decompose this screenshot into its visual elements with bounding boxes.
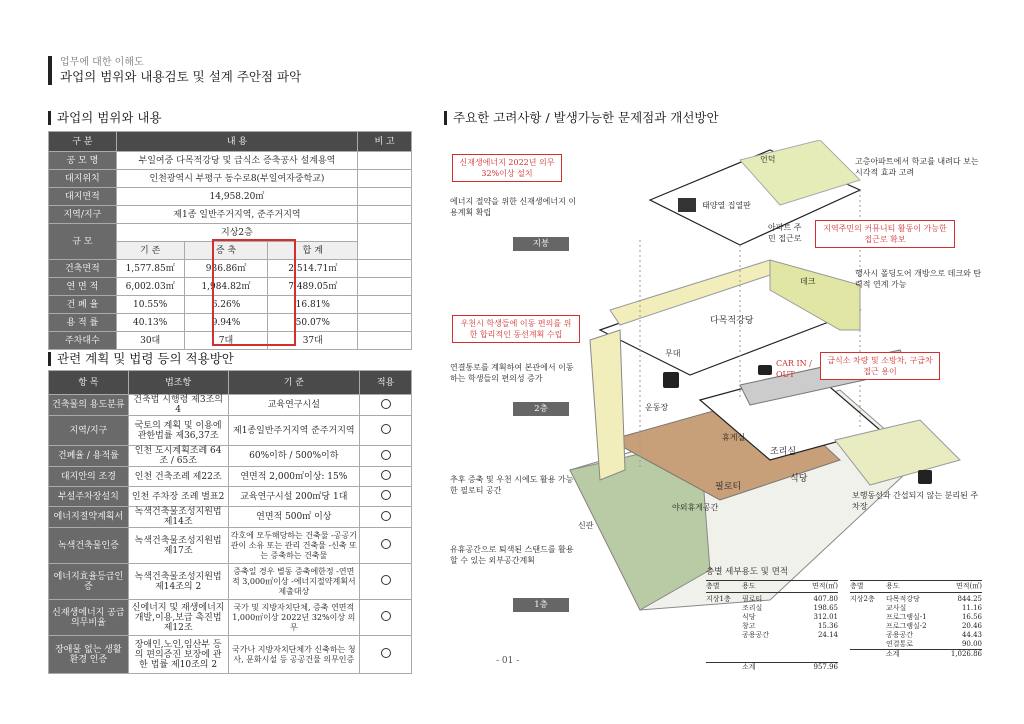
area-table-title: 층별 세부용도 및 면적	[706, 567, 789, 577]
floor-tag-roof: 지붕	[513, 237, 569, 251]
scope-table	[48, 131, 412, 350]
scope-table-header	[49, 132, 412, 152]
criteria-cell: 60%이하 / 500%이하	[228, 446, 360, 467]
header-cell: 내 용	[116, 132, 357, 152]
floor-tag-2f: 2층	[513, 402, 569, 416]
row-note	[358, 152, 412, 170]
criteria-cell: 국가나 지방자치단체가 신축하는 청사, 문화시설 등 공공건물 의무인증	[228, 636, 360, 674]
area-head: 용도	[742, 582, 756, 590]
header-cell: 비 고	[358, 132, 412, 152]
area-value: 16.56	[961, 613, 982, 621]
list-item	[706, 622, 838, 631]
area-floor: 지상1층	[706, 595, 731, 603]
table-row	[49, 446, 412, 467]
area-value: 90.00	[961, 640, 982, 648]
area-head: 면적(㎡)	[812, 582, 838, 590]
label-kitchen: 조리실	[770, 447, 797, 457]
cell: 10.55%	[116, 296, 184, 314]
car-icon	[758, 365, 772, 375]
section-title-plans: 관련 계획 및 법령 등의 적용방안	[48, 352, 234, 366]
list-item	[706, 631, 838, 640]
area-use: 프로그램실-1	[886, 613, 927, 621]
area-value: 11.16	[961, 604, 982, 612]
criteria-cell: 연면적 2,000㎡이상: 15%	[228, 467, 360, 487]
row-value: 14,958.20㎡	[116, 188, 357, 206]
callout-community: 지역주민의 커뮤니티 활동이 가능한 접근로 확보	[815, 220, 955, 248]
area-value: 844.25	[957, 595, 982, 603]
area-use: 다목적강당	[886, 595, 920, 603]
applied-cell	[360, 564, 412, 600]
row-label: 규 모	[49, 224, 117, 260]
list-item	[850, 649, 982, 659]
row-label: 지역/지구	[49, 206, 117, 224]
area-use: 교사실	[886, 604, 907, 612]
row-note	[358, 296, 412, 314]
row-label: 연 면 적	[49, 278, 117, 296]
area-head: 층별	[850, 582, 864, 590]
circle-icon	[381, 470, 391, 480]
row-value: 지상2층	[116, 224, 357, 242]
applied-cell	[360, 467, 412, 487]
criteria-cell: 연면적 500㎡ 이상	[228, 507, 360, 528]
row-label: 대지위치	[49, 170, 117, 188]
area-head: 층별	[706, 582, 720, 590]
connecting-corridor	[590, 330, 625, 480]
law-cell: 녹색건축물조성지원법 제14조	[128, 507, 228, 528]
label-court: 운동장	[645, 403, 669, 412]
table-row	[49, 170, 412, 188]
table-row	[49, 332, 412, 350]
area-floor: 지상2층	[850, 595, 875, 603]
table-row	[49, 507, 412, 528]
row-label: 에너지효율등급인증	[49, 564, 129, 600]
cell: 16.81%	[268, 296, 358, 314]
label-solar: 태양열 집열판	[702, 201, 751, 210]
callout-parking: 보행동선과 간섭되지 않는 분리된 주차장	[852, 491, 979, 511]
row-label: 지역/지구	[49, 416, 129, 446]
subheader-cell: 기 존	[116, 242, 184, 260]
label-gym: 다목적강당	[710, 316, 754, 326]
callout-pilotis: 추후 증축 및 우천 시에도 활용 가능한 필로티 공간	[450, 475, 574, 495]
list-item	[850, 595, 982, 604]
law-cell: 신에너지 및 재생에너지 개발,이용,보급 촉진법 제12조	[128, 600, 228, 636]
area-use: 공용공간	[742, 631, 770, 639]
row-value: 제1종 일반주거지역, 준주거지역	[116, 206, 357, 224]
area-use: 소계	[742, 663, 756, 671]
law-cell: 건축법 시행령 제3조의 4	[128, 395, 228, 416]
applied-cell	[360, 395, 412, 416]
row-label: 장애물 없는 생활환경 인증	[49, 636, 129, 674]
row-label: 에너지절약계획서	[49, 507, 129, 528]
applied-cell	[360, 528, 412, 564]
cell: 7대	[184, 332, 268, 350]
page-number: - 01 -	[496, 656, 520, 666]
table-row	[49, 314, 412, 332]
cell: 1,577.85㎡	[116, 260, 184, 278]
row-note	[358, 314, 412, 332]
callout-stand: 유휴공간으로 퇴색된 스탠드를 활용할 수 있는 외부공간계획	[450, 545, 574, 565]
row-note	[358, 332, 412, 350]
cell: 50.07%	[268, 314, 358, 332]
circle-icon	[381, 490, 391, 500]
table-row	[49, 416, 412, 446]
table-row	[49, 467, 412, 487]
callout-rain-route: 우천시 학생들에 이동 편의를 위한 합리적인 동선계획 수립	[452, 315, 580, 343]
row-label: 건 폐 율	[49, 296, 117, 314]
callout-view: 고층아파트에서 학교를 내려다 보는 시각적 효과 고려	[855, 157, 979, 177]
criteria-cell: 각호에 모두해당하는 건축물 -공공기관이 소유 또는 관리 건축물 -신축 또는 증축하는 건축물	[228, 528, 360, 564]
cell: 30대	[116, 332, 184, 350]
row-label: 주차대수	[49, 332, 117, 350]
criteria-cell: 증축일 경우 별동 증축에한정 -연면적 3,000㎡이상 -에너지절약계획서 제출대상	[228, 564, 360, 600]
label-car: CAR IN / OUT	[776, 359, 812, 379]
area-table-left	[706, 580, 838, 672]
list-item	[706, 595, 838, 604]
table-row	[49, 528, 412, 564]
applied-cell	[360, 446, 412, 467]
row-note	[358, 278, 412, 296]
area-head: 용도	[886, 582, 900, 590]
label-yard: 야외휴게공간	[672, 503, 719, 512]
area-head: 면적(㎡)	[956, 582, 982, 590]
header-cell: 구 분	[49, 132, 117, 152]
row-label: 건축물의 용도분류	[49, 395, 129, 416]
area-value: 957.96	[813, 663, 838, 671]
list-item	[850, 613, 982, 622]
regulation-table	[48, 370, 412, 674]
label-dining: 식당	[790, 474, 808, 484]
parking-icon	[918, 470, 932, 484]
area-value: 20.46	[961, 622, 982, 630]
list-item	[850, 604, 982, 613]
criteria-cell: 교육연구시설	[228, 395, 360, 416]
area-value: 312.01	[813, 613, 838, 621]
law-cell: 인천 주차장 조례 별표2	[128, 487, 228, 507]
label-connect: 아파트 주민 접근로	[768, 223, 802, 243]
label-annex: 신관	[578, 521, 594, 530]
criteria-cell: 제1종일반주거지역 준주거지역	[228, 416, 360, 446]
table-row	[49, 296, 412, 314]
cell: 9.94%	[184, 314, 268, 332]
applied-cell	[360, 636, 412, 674]
row-label: 건축면적	[49, 260, 117, 278]
area-use: 조리실	[742, 604, 763, 612]
row-label: 녹색건축물인증	[49, 528, 129, 564]
cell: 6,002.03㎡	[116, 278, 184, 296]
applied-cell	[360, 416, 412, 446]
table-row	[49, 636, 412, 674]
applied-cell	[360, 600, 412, 636]
area-use: 창고	[742, 622, 756, 630]
list-item	[706, 662, 838, 672]
law-cell: 인천 도시계획조례 64조 / 65조	[128, 446, 228, 467]
table-row	[49, 395, 412, 416]
area-value: 15.36	[817, 622, 838, 630]
header-subtitle: 업무에 대한 이해도	[60, 57, 144, 68]
area-value: 1,026.86	[950, 650, 982, 658]
circle-icon	[381, 575, 391, 585]
list-item	[850, 622, 982, 631]
criteria-cell: 교육연구시설 200㎡당 1대	[228, 487, 360, 507]
callout-energy: 에너지 절약을 위한 신재생에너지 이용계획 확립	[450, 197, 577, 217]
cell: 1,984.82㎡	[184, 278, 268, 296]
list-item	[706, 604, 838, 613]
row-label: 대지안의 조경	[49, 467, 129, 487]
cell: 7,489.05㎡	[268, 278, 358, 296]
table-row	[49, 206, 412, 224]
law-cell: 장애인,노인,임산부 등의 편의증진 보장에 관한 법률 제10조의 2	[128, 636, 228, 674]
header-cell: 항 목	[49, 371, 129, 395]
area-value: 198.65	[813, 604, 838, 612]
table-row	[49, 564, 412, 600]
area-value: 24.14	[817, 631, 838, 639]
subheader-cell: 합 계	[268, 242, 358, 260]
header-cell: 기 준	[228, 371, 360, 395]
callout-renewable: 신재생에너지 2022년 의무 32%이상 설치	[452, 154, 562, 182]
label-pilotis: 필로티	[715, 482, 742, 492]
area-use: 공용공간	[886, 631, 914, 639]
circle-icon	[381, 648, 391, 658]
header-cell: 적용	[360, 371, 412, 395]
area-table-right	[850, 580, 982, 672]
floor-tag-1f: 1층	[513, 598, 569, 612]
criteria-cell: 국가 및 지방자치단체, 증축 연면적 1,000㎡이상 2022년 32%이상 의무	[228, 600, 360, 636]
row-note	[358, 188, 412, 206]
circle-icon	[381, 424, 391, 434]
row-note	[358, 224, 412, 260]
circle-icon	[381, 511, 391, 521]
cell: 2,514.71㎡	[268, 260, 358, 278]
circle-icon	[381, 450, 391, 460]
table-row	[49, 188, 412, 206]
area-use: 식당	[742, 613, 756, 621]
row-label: 용 적 률	[49, 314, 117, 332]
row-label: 부설주차장설치	[49, 487, 129, 507]
row-label: 대지면적	[49, 188, 117, 206]
list-item	[850, 640, 982, 649]
cell: 936.86㎡	[184, 260, 268, 278]
applied-cell	[360, 487, 412, 507]
row-label: 공 모 명	[49, 152, 117, 170]
cell: 37대	[268, 332, 358, 350]
table-row	[49, 487, 412, 507]
callout-corridor: 연결통로를 계획하여 본관에서 이동하는 학생들의 편의성 증가	[450, 363, 574, 383]
header-title: 과업의 범위와 내용검토 및 설계 주안점 파악	[60, 69, 302, 84]
cell: 6.26%	[184, 296, 268, 314]
area-value: 407.80	[813, 595, 838, 603]
list-item	[850, 631, 982, 640]
table-row	[49, 260, 412, 278]
area-use: 필로티	[742, 595, 763, 603]
label-hill: 언덕	[760, 155, 776, 164]
row-label: 건폐율 / 용적률	[49, 446, 129, 467]
law-cell: 국토의 계획 및 이용에 관한법률 제36,37조	[128, 416, 228, 446]
circle-icon	[381, 399, 391, 409]
row-note	[358, 170, 412, 188]
row-value: 인천광역시 부평구 동수로8(부일여자중학교)	[116, 170, 357, 188]
label-deck: 데크	[800, 277, 816, 286]
law-cell: 녹색건축물조성지원법 제14조의 2	[128, 564, 228, 600]
table-row	[49, 152, 412, 170]
row-note	[358, 260, 412, 278]
callout-vehicle: 급식소 차량 및 소방차, 구급차 접근 용이	[820, 352, 940, 380]
list-item	[706, 613, 838, 622]
area-table	[706, 568, 982, 672]
area-use: 프로그램실-2	[886, 622, 927, 630]
table-row	[49, 278, 412, 296]
cell: 40.13%	[116, 314, 184, 332]
row-note	[358, 206, 412, 224]
table-row	[49, 224, 412, 242]
law-cell: 녹색건축물조성지원법 제17조	[128, 528, 228, 564]
solar-panel-icon	[678, 198, 696, 212]
callout-folding-door: 행사시 폴딩도어 개방으로 데크와 탄력적 연계 가능	[855, 269, 982, 289]
label-stage: 무대	[665, 349, 681, 358]
area-use: 연결통로	[886, 640, 914, 648]
row-value: 부일여중 다목적강당 및 급식소 증축공사 설계용역	[116, 152, 357, 170]
area-value: 44.43	[961, 631, 982, 639]
table-row	[49, 600, 412, 636]
area-use: 소계	[886, 650, 900, 658]
applied-cell	[360, 507, 412, 528]
circle-icon	[381, 539, 391, 549]
circle-icon	[381, 611, 391, 621]
subheader-cell: 증 축	[184, 242, 268, 260]
law-cell: 인천 건축조례 제22조	[128, 467, 228, 487]
label-lounge: 휴게실	[722, 433, 746, 442]
row-label: 신재생에너지 공급의무비율	[49, 600, 129, 636]
header-cell: 법조항	[128, 371, 228, 395]
regulation-table-header	[49, 371, 412, 395]
section-title-scope: 과업의 범위와 내용	[48, 111, 162, 125]
page-header	[48, 56, 301, 85]
elevator-icon	[663, 372, 679, 388]
section-title-issues: 주요한 고려사항 / 발생가능한 문제점과 개선방안	[444, 111, 719, 125]
